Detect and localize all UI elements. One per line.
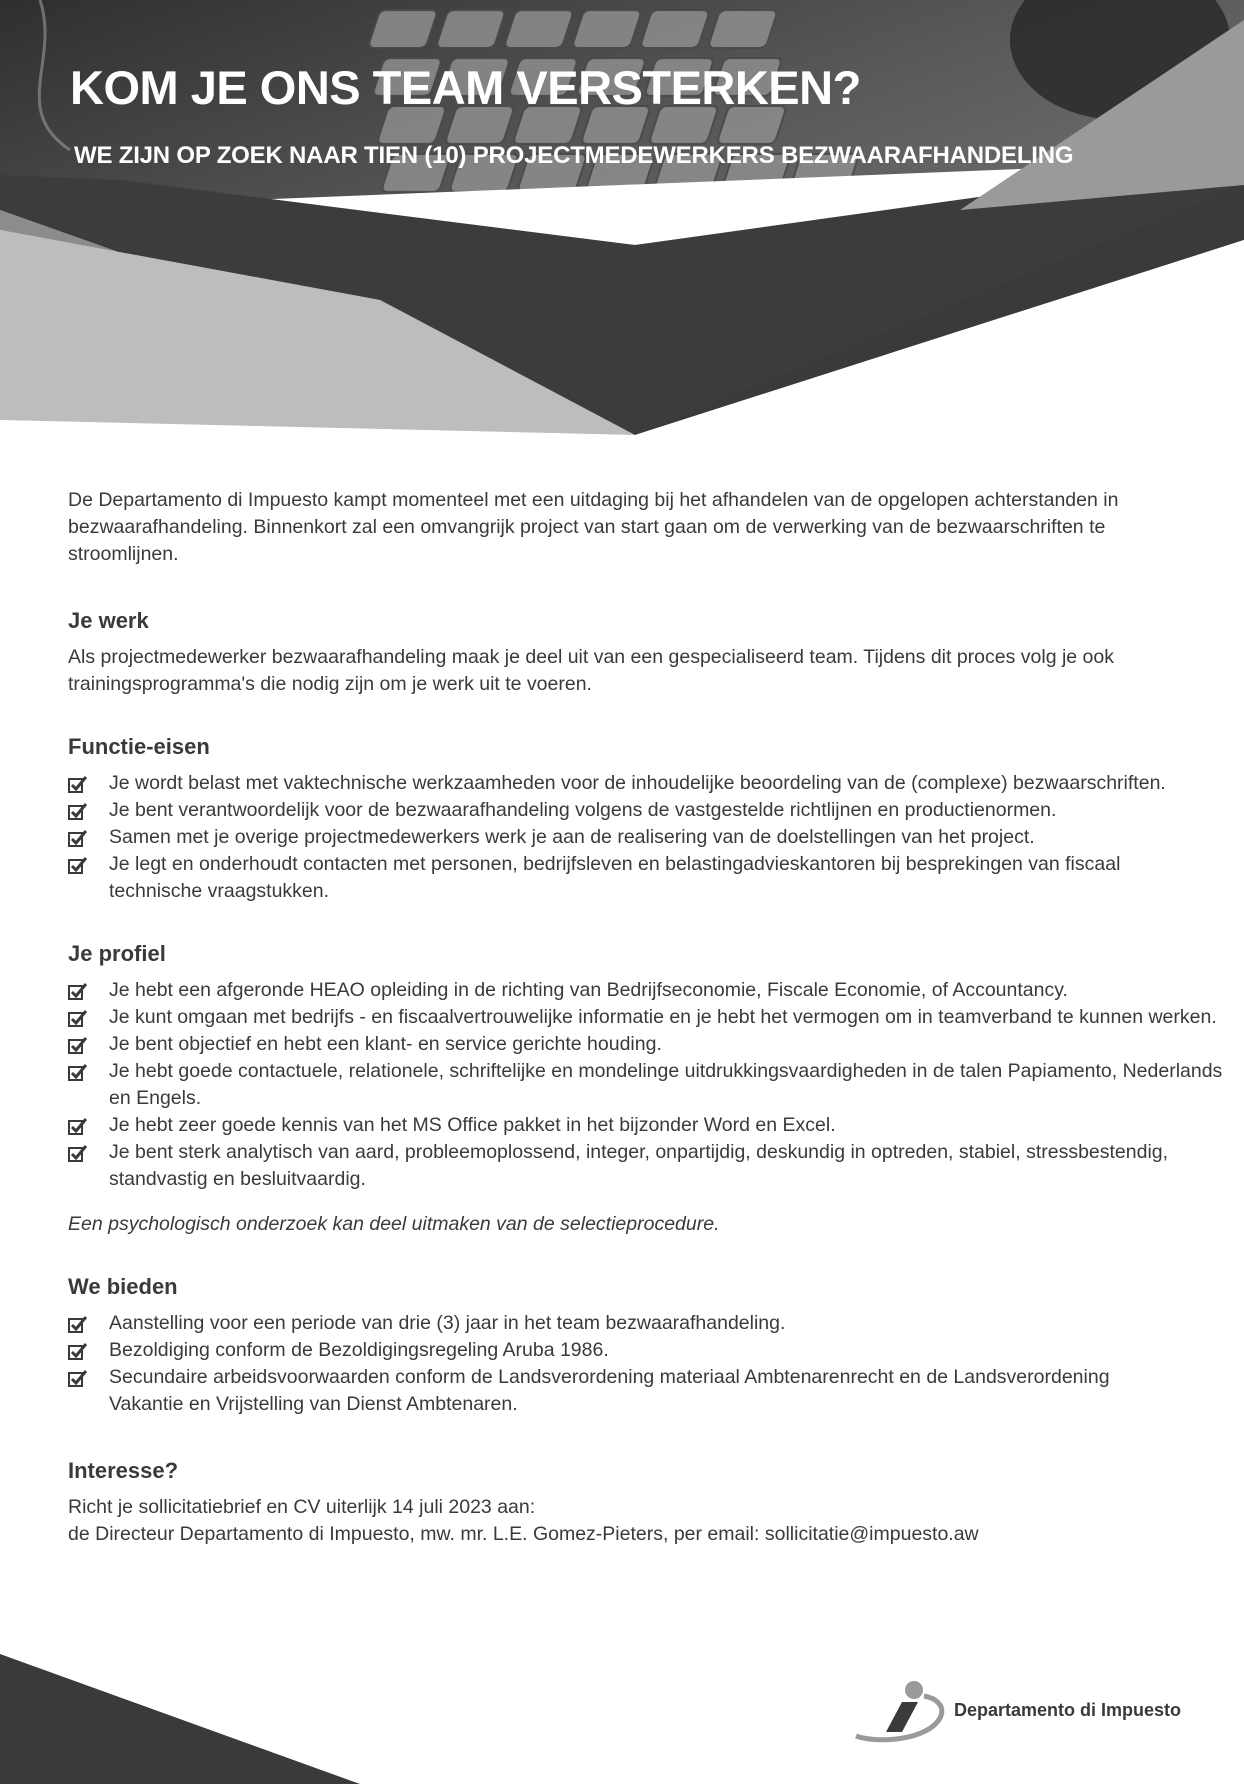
checkbox-check-icon bbox=[68, 1145, 87, 1162]
interesse-line-2: de Directeur Departamento di Impuesto, mw. mr. L.E. Gomez-Pieters, per email: sollicitatie@impuesto.aw bbox=[68, 1523, 979, 1545]
checkbox-check-icon bbox=[68, 1370, 87, 1387]
list-item: Secundaire arbeidsvoorwaarden conform de Landsverordening materiaal Ambtenarenrecht en de Landsverordening Vakantie en Vrijstelling van Dienst Ambtenaren. bbox=[68, 1364, 1188, 1418]
checkbox-check-icon bbox=[68, 1064, 87, 1081]
functie-list bbox=[68, 770, 1238, 905]
list-item: Je bent objectief en hebt een klant- en service gerichte houding. bbox=[68, 1031, 1238, 1058]
impuesto-logo-icon bbox=[848, 1678, 948, 1744]
section-title-interesse: Interesse? bbox=[68, 1458, 179, 1483]
checkbox-check-icon bbox=[68, 830, 87, 847]
checkbox-check-icon bbox=[68, 857, 87, 874]
checkbox-check-icon bbox=[68, 1118, 87, 1135]
list-item: Je bent sterk analytisch van aard, probleemoplossend, integer, onpartijdig, deskundig in optreden, stabiel, stressbestendig, standvastig en besluitvaardig. bbox=[68, 1139, 1238, 1193]
page-title: KOM JE ONS TEAM VERSTERKEN? bbox=[70, 61, 861, 114]
list-item: Je bent verantwoordelijk voor de bezwaarafhandeling volgens de vastgestelde richtlijnen en productienormen. bbox=[68, 797, 1238, 824]
section-title-bieden: We bieden bbox=[68, 1274, 178, 1299]
profiel-list bbox=[68, 977, 1238, 1193]
footer-corner-shape bbox=[0, 1654, 420, 1784]
section-title-functie: Functie-eisen bbox=[68, 734, 210, 759]
checkbox-check-icon bbox=[68, 803, 87, 820]
list-item: Je legt en onderhoudt contacten met personen, bedrijfsleven en belastingadvieskantoren bij besprekingen van fiscaal technische vraagstukken. bbox=[68, 851, 1148, 905]
checkbox-check-icon bbox=[68, 1343, 87, 1360]
page-subtitle: WE ZIJN OP ZOEK NAAR TIEN (10) PROJECTMEDEWERKERS BEZWAARAFHANDELING bbox=[74, 142, 1074, 169]
list-item: Je hebt goede contactuele, relationele, schriftelijke en mondelinge uitdrukkingsvaardigheden in de talen Papiamento, Nederlands en Engels. bbox=[68, 1058, 1238, 1112]
interesse-line-1: Richt je sollicitatiebrief en CV uiterlijk 14 juli 2023 aan: bbox=[68, 1496, 536, 1518]
checkbox-check-icon bbox=[68, 983, 87, 1000]
department-logo bbox=[848, 1678, 1188, 1744]
vacancy-content bbox=[68, 487, 1238, 1548]
bieden-list bbox=[68, 1310, 1188, 1418]
list-item: Aanstelling voor een periode van drie (3) jaar in het team bezwaarafhandeling. bbox=[68, 1310, 1188, 1337]
list-item: Samen met je overige projectmedewerkers werk je aan de realisering van de doelstellingen van het project. bbox=[68, 824, 1238, 851]
section-title-werk: Je werk bbox=[68, 608, 149, 633]
list-item: Je wordt belast met vaktechnische werkzaamheden voor de inhoudelijke beoordeling van de (complexe) bezwaarschriften. bbox=[68, 770, 1238, 797]
list-item: Je kunt omgaan met bedrijfs - en fiscaalvertrouwelijke informatie en je hebt het vermogen om in teamverband te kunnen werken. bbox=[68, 1004, 1238, 1031]
list-item: Je hebt zeer goede kennis van het MS Office pakket in het bijzonder Word en Excel. bbox=[68, 1112, 1238, 1139]
section-title-profiel: Je profiel bbox=[68, 941, 166, 966]
werk-paragraph: Als projectmedewerker bezwaarafhandeling maak je deel uit van een gespecialiseerd team. Tijdens dit proces volg je ook trainingsprogramma's die nodig zijn om je werk uit te voeren. bbox=[68, 646, 1115, 695]
logo-text: Departamento di Impuesto bbox=[954, 1700, 1182, 1720]
checkbox-check-icon bbox=[68, 1037, 87, 1054]
checkbox-check-icon bbox=[68, 776, 87, 793]
selection-note: Een psychologisch onderzoek kan deel uitmaken van de selectieprocedure. bbox=[68, 1213, 720, 1235]
intro-paragraph: De Departamento di Impuesto kampt momenteel met een uitdaging bij het afhandelen van de opgelopen achterstanden in bezwaarafhandeling. Binnenkort zal een omvangrijk project van start gaan om de verwerking van de bezwaarschriften te stroomlijnen. bbox=[68, 489, 1119, 565]
list-item: Bezoldiging conform de Bezoldigingsregeling Aruba 1986. bbox=[68, 1337, 1188, 1364]
checkbox-check-icon bbox=[68, 1316, 87, 1333]
list-item: Je hebt een afgeronde HEAO opleiding in de richting van Bedrijfseconomie, Fiscale Economie, of Accountancy. bbox=[68, 977, 1238, 1004]
checkbox-check-icon bbox=[68, 1010, 87, 1027]
